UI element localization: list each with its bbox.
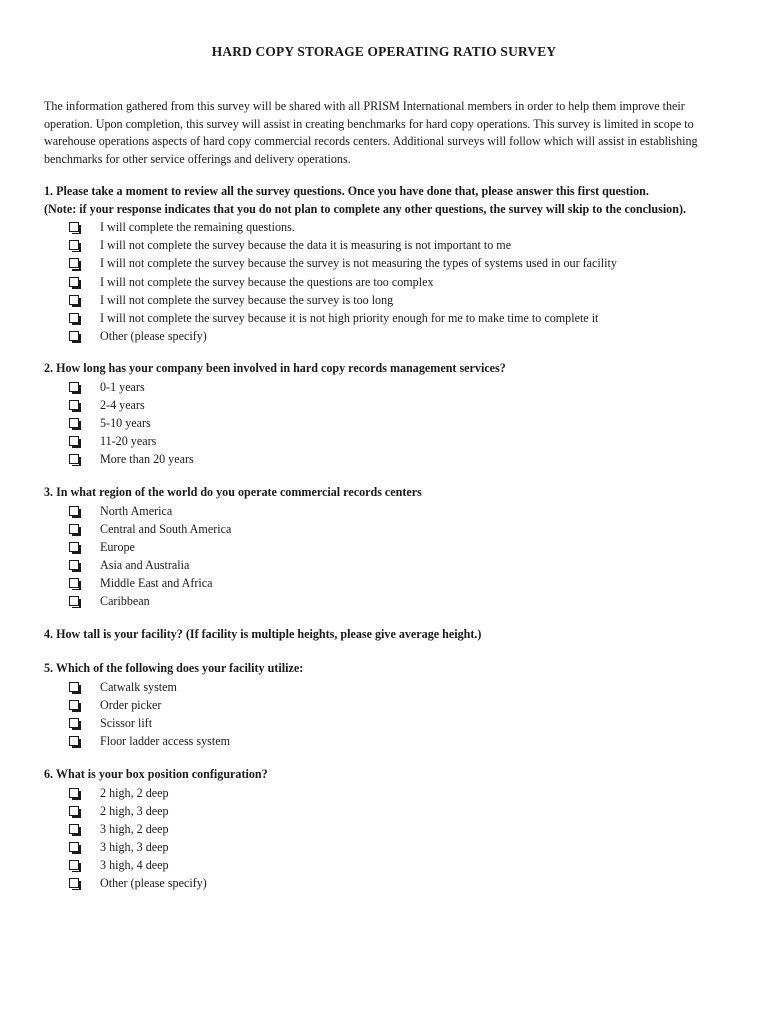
option-label: Asia and Australia — [100, 557, 190, 572]
checkbox-icon[interactable] — [69, 520, 81, 538]
checkbox-icon[interactable] — [69, 327, 81, 345]
option-item[interactable] — [44, 838, 744, 856]
option-label: 2 high, 2 deep — [100, 785, 169, 800]
checkbox-icon[interactable] — [69, 802, 81, 820]
checkbox-icon[interactable] — [69, 450, 81, 468]
option-item[interactable] — [44, 291, 744, 309]
question-5 — [44, 660, 744, 750]
option-label: I will not complete the survey because it is not high priority enough for me to make time to complete it — [100, 310, 599, 325]
checkbox-icon[interactable] — [69, 236, 81, 254]
checkbox-icon[interactable] — [69, 574, 81, 592]
question-3-text: 3. In what region of the world do you operate commercial records centers — [44, 485, 422, 499]
question-1-line-2: (Note: if your response indicates that you do not plan to complete any other questions, the survey will skip to the conclusion). — [44, 201, 687, 216]
checkbox-icon[interactable] — [69, 732, 81, 750]
option-item[interactable] — [44, 592, 744, 610]
survey-intro: The information gathered from this survey will be shared with all PRISM International members in order to help them improve their operation. Upon completion, this survey will assist in creating benchmarks for hard copy operations. This survey is limited in scope to warehouse operations aspects of hard copy commercial records centers. Additional surveys will follow which will assist in establishing benchmarks for other service offerings and delivery operations. — [44, 99, 698, 166]
option-label: Europe — [100, 539, 135, 554]
question-2-options — [44, 378, 744, 468]
checkbox-icon[interactable] — [69, 396, 81, 414]
checkbox-icon[interactable] — [69, 254, 81, 272]
option-item[interactable] — [44, 556, 744, 574]
option-label: Catwalk system — [100, 679, 177, 694]
question-3 — [44, 484, 744, 610]
option-item[interactable] — [44, 802, 744, 820]
option-item[interactable] — [44, 678, 744, 696]
question-3-options — [44, 502, 744, 611]
checkbox-icon[interactable] — [69, 273, 81, 291]
option-label: 3 high, 2 deep — [100, 821, 169, 836]
checkbox-icon[interactable] — [69, 378, 81, 396]
option-label: Central and South America — [100, 521, 232, 536]
option-item[interactable] — [44, 574, 744, 592]
checkbox-icon[interactable] — [69, 538, 81, 556]
checkbox-icon[interactable] — [69, 556, 81, 574]
option-item[interactable] — [44, 874, 744, 892]
option-item[interactable] — [44, 254, 744, 272]
option-item[interactable] — [44, 714, 744, 732]
option-label: I will not complete the survey because the questions are too complex — [100, 274, 434, 289]
question-1 — [44, 183, 744, 345]
option-item[interactable] — [44, 520, 744, 538]
checkbox-icon[interactable] — [69, 502, 81, 520]
option-label: I will not complete the survey because the data it is measuring is not important to me — [100, 238, 512, 253]
option-item[interactable] — [44, 414, 744, 432]
option-label: 0-1 years — [100, 379, 145, 394]
question-6-text: 6. What is your box position configuration? — [44, 767, 268, 781]
checkbox-icon[interactable] — [69, 838, 81, 856]
checkbox-icon[interactable] — [69, 714, 81, 732]
option-label: Caribbean — [100, 594, 150, 609]
option-label: I will not complete the survey because the survey is too long — [100, 292, 394, 307]
option-item[interactable] — [44, 432, 744, 450]
option-label: 2 high, 3 deep — [100, 803, 169, 818]
option-label: I will not complete the survey because the survey is not measuring the types of systems used in our facility — [100, 256, 617, 271]
option-item[interactable] — [44, 732, 744, 750]
option-item[interactable] — [44, 309, 744, 327]
option-label: 3 high, 4 deep — [100, 858, 169, 873]
checkbox-icon[interactable] — [69, 414, 81, 432]
option-item[interactable] — [44, 502, 744, 520]
option-label: 11-20 years — [100, 433, 157, 448]
option-item[interactable] — [44, 784, 744, 802]
option-item[interactable] — [44, 820, 744, 838]
option-label: 3 high, 3 deep — [100, 839, 169, 854]
option-item[interactable] — [44, 538, 744, 556]
option-label: Floor ladder access system — [100, 733, 230, 748]
option-label: Scissor lift — [100, 715, 153, 730]
option-label: 2-4 years — [100, 397, 145, 412]
option-item[interactable] — [44, 272, 744, 290]
option-label: Other (please specify) — [100, 876, 207, 891]
question-1-text — [44, 183, 744, 218]
checkbox-icon[interactable] — [69, 784, 81, 802]
option-label: Other (please specify) — [100, 328, 207, 343]
question-6-options — [44, 784, 744, 893]
checkbox-icon[interactable] — [69, 820, 81, 838]
checkbox-icon[interactable] — [69, 678, 81, 696]
question-5-options — [44, 678, 744, 750]
option-item[interactable] — [44, 856, 744, 874]
option-item[interactable] — [44, 396, 744, 414]
checkbox-icon[interactable] — [69, 291, 81, 309]
checkbox-icon[interactable] — [69, 432, 81, 450]
option-item[interactable] — [44, 327, 744, 345]
option-label: 5-10 years — [100, 415, 151, 430]
option-item[interactable] — [44, 218, 744, 236]
survey-title: HARD COPY STORAGE OPERATING RATIO SURVEY — [211, 44, 557, 59]
option-label: More than 20 years — [100, 452, 194, 467]
question-1-line-1: 1. Please take a moment to review all the survey questions. Once you have done that, please answer this first question. — [44, 184, 649, 198]
option-label: I will complete the remaining questions. — [100, 220, 295, 235]
question-1-options — [44, 218, 744, 345]
option-label: Middle East and Africa — [100, 576, 213, 591]
option-item[interactable] — [44, 236, 744, 254]
question-5-text: 5. Which of the following does your facility utilize: — [44, 661, 304, 675]
option-item[interactable] — [44, 450, 744, 468]
question-4 — [44, 626, 744, 644]
question-2 — [44, 360, 744, 468]
option-item[interactable] — [44, 696, 744, 714]
checkbox-icon[interactable] — [69, 592, 81, 610]
checkbox-icon[interactable] — [69, 874, 81, 892]
checkbox-icon[interactable] — [69, 696, 81, 714]
question-4-text: 4. How tall is your facility? (If facility is multiple heights, please give average height.) — [44, 627, 482, 641]
checkbox-icon[interactable] — [69, 309, 81, 327]
question-6 — [44, 766, 744, 892]
checkbox-icon[interactable] — [69, 856, 81, 874]
checkbox-icon[interactable] — [69, 218, 81, 236]
option-label: Order picker — [100, 697, 162, 712]
question-2-text: 2. How long has your company been involved in hard copy records management services? — [44, 361, 506, 375]
option-label: North America — [100, 503, 173, 518]
option-item[interactable] — [44, 378, 744, 396]
